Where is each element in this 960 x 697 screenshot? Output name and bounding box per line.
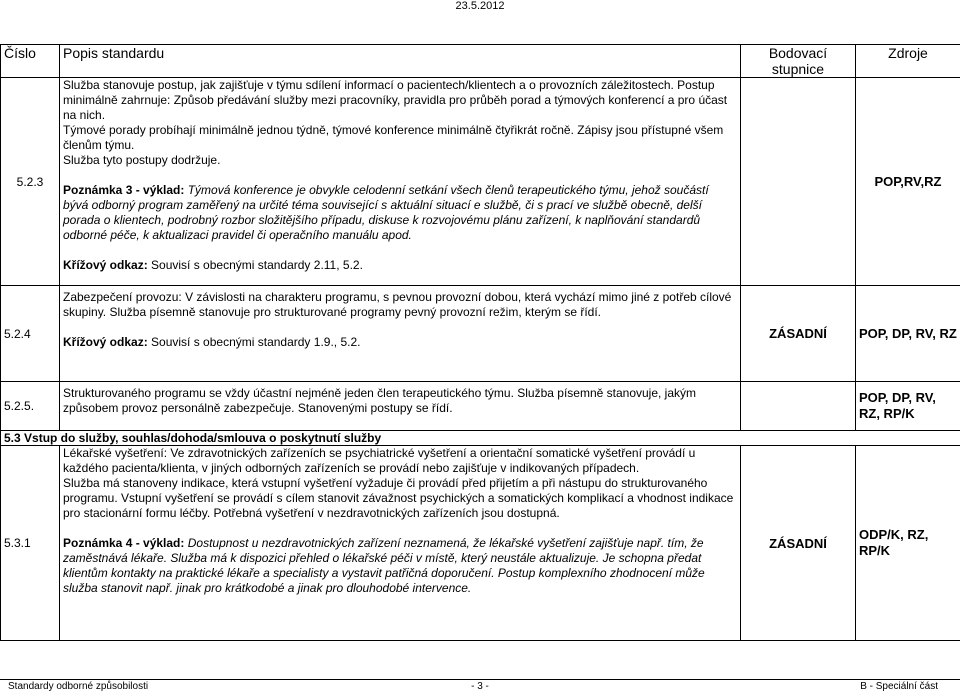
table-row-5-2-5 [1,382,960,431]
row-number: 5.2.4 [1,286,60,382]
cross-reference [63,258,737,273]
row-score: ZÁSADNÍ [741,446,856,641]
row-number: 5.2.5. [1,382,60,431]
cross-text: Souvisí s obecnými standardy 2.11, 5.2. [147,258,363,272]
footer-divider [0,679,960,680]
note-text: Dostupnost u nezdravotnických zařízení neznamená, že lékařské vyšetření zajišťuje např. tím, že zaměstnává lékaře. Služba má k dispozici přehled o lékařské péči v místě, který neustále aktualizuje. Je schopna předat klientům kontakty na praktické lékaře a specialisty a vystavit patřičná doporučení. Postup komplexního zhodnocení může služba stanovit např. jinak pro krátkodobé a jinak pro dlouhodobé intervence. [63,536,705,595]
row-number: 5.3.1 [1,446,60,641]
cross-text: Souvisí s obecnými standardy 1.9., 5.2. [147,335,361,349]
paragraph: Týmové porady probíhají minimálně jednou týdně, týmové konference minimálně čtyřikrát ročně. Zápisy jsou přístupné všem členům týmu. [63,123,724,152]
row-description [60,382,741,431]
note-text: Týmová konference je obvykle celodenní setkání všech členů terapeutického týmu, jehož součástí bývá odborný program zaměřený na určité téma související s aktuální situací e službě, či s prací ve službě obecně, delší porada o klientech, podrobný rozbor složitějšího případu, diskuse k rozvojovému plánu zařízení, k naplňování standardů odborné péče, k aktualizaci pravidel či operačního manuálu apod. [63,183,709,242]
footer-left: Standardy odborné způsobilosti [8,681,149,692]
cross-label: Křížový odkaz: [63,258,148,272]
footer-right: B - Speciální část [860,681,938,692]
page-footer [0,681,960,697]
section-title: 5.3 Vstup do služby, souhlas/dohoda/smlouva o poskytnutí služby [1,431,960,446]
row-description [60,78,741,286]
row-score [741,382,856,431]
row-source: ODP/K, RZ, RP/K [856,446,960,641]
header-score: Bodovací stupnice [741,45,856,78]
cross-label: Křížový odkaz: [63,335,148,349]
note-paragraph [63,183,737,243]
standards-table [0,44,960,641]
header-source: Zdroje [856,45,960,78]
table-row-5-2-3 [1,78,960,286]
table-row-5-2-4 [1,286,960,382]
document-date: 23.5.2012 [455,0,505,12]
row-source: POP,RV,RZ [856,78,960,286]
row-description [60,446,741,641]
note-label: Poznámka 3 - výklad: [63,183,185,197]
table-row-5-3-1 [1,446,960,641]
section-row-5-3 [1,431,960,446]
row-description [60,286,741,382]
row-number: 5.2.3 [1,78,60,286]
cross-reference [63,335,737,350]
note-paragraph [63,536,737,596]
paragraph: Služba stanovuje postup, jak zajišťuje v týmu sdílení informací o pacientech/klientech a o provozních záležitostech. Postup minimálně zahrnuje: Způsob předávání služby mezi pracovníky, pravidla pro průběh porad a týmových konferencí a pro účast na nich. [63,78,728,122]
table-header-row [1,45,960,78]
paragraph: Strukturovaného programu se vždy účastní nejméně jeden člen terapeutického týmu. Služba písemně stanovuje, jakým způsobem provoz personálně zabezpečuje. Stanovenými postupy se řídí. [63,386,697,415]
footer-page-number: - 3 - [471,681,489,692]
row-score [741,78,856,286]
row-source: POP, DP, RV, RZ [856,286,960,382]
row-source: POP, DP, RV, RZ, RP/K [856,382,960,431]
header-description: Popis standardu [60,45,741,78]
note-label: Poznámka 4 - výklad: [63,536,185,550]
paragraph: Lékařské vyšetření: Ve zdravotnických zařízeních se psychiatrické vyšetření a orientační somatické vyšetření provádí u každého pacienta/klienta, v jiných odborných zařízeních se provádí nebo zajišťuje v indikovaných případech. [63,446,696,475]
paragraph: Zabezpečení provozu: V závislosti na charakteru programu, s pevnou provozní dobou, která vychází mimo jiné z potřeb cílové skupiny. Služba písemně stanovuje pro strukturované programy pevný provozní režim, kterým se řídí. [63,290,732,319]
header-number: Číslo [1,45,60,78]
row-score: ZÁSADNÍ [741,286,856,382]
paragraph: Služba má stanoveny indikace, která vstupní vyšetření vyžaduje či provádí před přijetím a při nástupu do strukturovaného programu. Vstupní vyšetření se provádí s cílem stanovit závažnost psychických a somatických komplikací a vhodnost indikace pro stacionární formu léčby. Potřebná vyšetření v nezdravotnických zařízeních jsou dostupná. [63,476,734,520]
paragraph: Služba tyto postupy dodržuje. [63,153,221,167]
